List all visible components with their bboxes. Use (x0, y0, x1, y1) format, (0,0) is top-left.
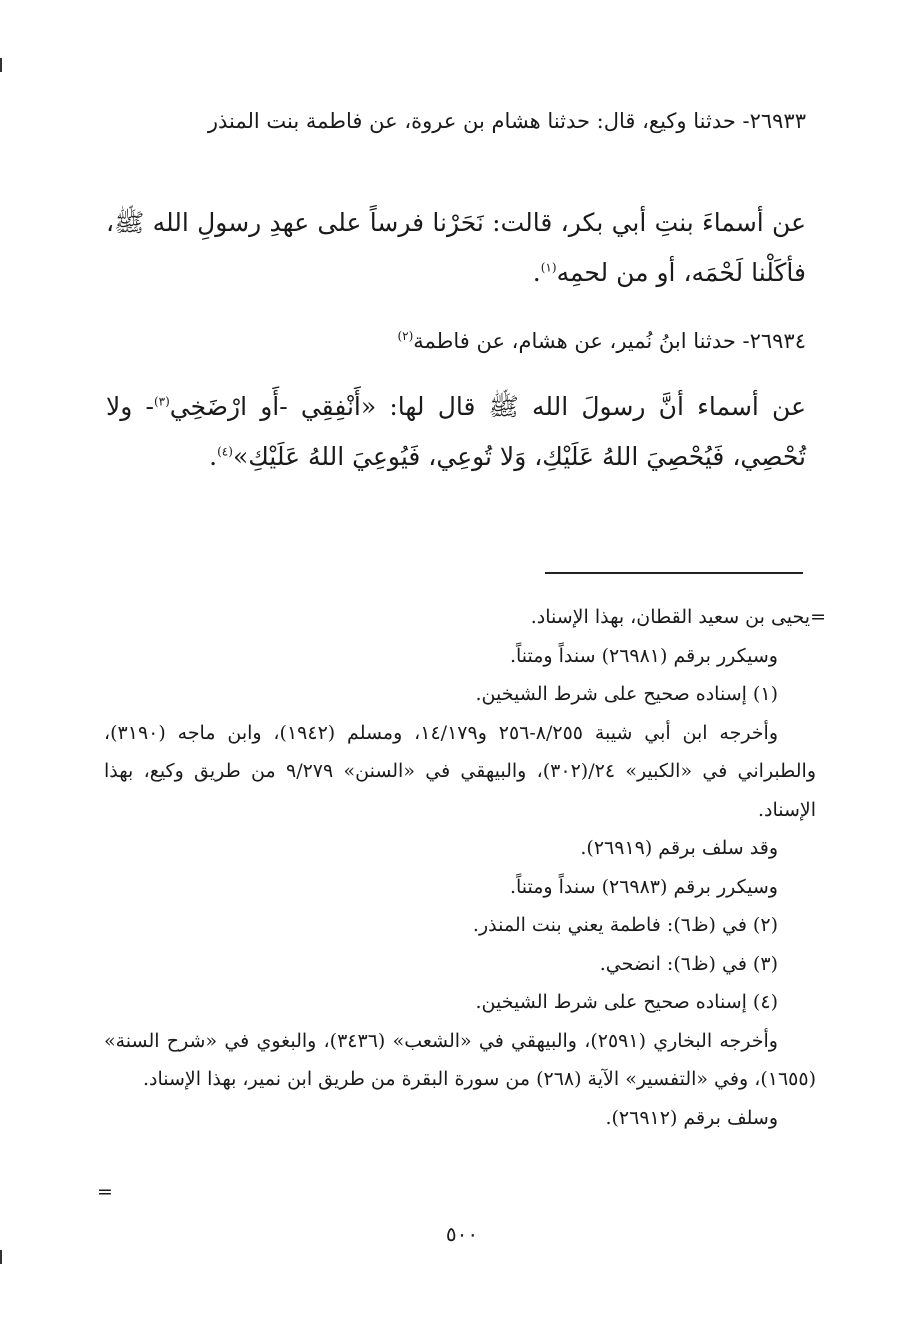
footnote-continuation-mark: = (97, 1181, 113, 1203)
hadith-26933-matn-text: عن أسماءَ بنتِ أبي بكر، قالت: نَحَرْنا فرساً على عهدِ رسولِ الله ﷺ، فأكَلْنا لَحْمَه، أو من لحمِه (106, 208, 806, 287)
footnote-line: وقد سلف برقم (٢٦٩١٩). (580, 837, 778, 859)
hadith-26933-isnad (106, 102, 806, 140)
hadith-26934-matn-part1: عن أسماء أنَّ رسولَ الله ﷺ قال لها: «أَنْفِقِي -أَو ارْضَخِي (169, 392, 806, 421)
footnote-3: (٣) في (ظ٦): انضحي. (599, 952, 778, 975)
footnote-line: وسلف برقم (٢٦٩١٢). (605, 1106, 778, 1129)
footnote-line: وأخرجه البخاري (٢٥٩١)، والبيهقي في «الشعب» (٣٤٣٦)، والبغوي في «شرح السنة» (١٦٥٥)، وفي «التفسير» الآية (٢٦٨) من سورة البقرة من طريق ابن نمير، بهذا الإسناد. (104, 1029, 816, 1090)
footnotes-section (104, 598, 826, 1137)
hadith-26934-isnad (106, 322, 806, 360)
hadith-26933-isnad-text: ٢٦٩٣٣- حدثنا وكيع، قال: حدثنا هشام بن عروة، عن فاطمة بنت المنذر (207, 109, 806, 133)
page-number: ٥٠٠ (445, 1222, 479, 1246)
footnote-ref-3: (٣) (153, 394, 170, 409)
footnote-2: (٢) في (ظ٦): فاطمة يعني بنت المنذر. (472, 914, 778, 936)
scan-edge-mark-top (0, 58, 2, 72)
footnote-1: (١) إسناده صحيح على شرط الشيخين. (475, 683, 778, 705)
hadith-26933-matn (106, 198, 806, 298)
hadith-26934-matn-part2: - ولا تُحْصِي، فَيُحْصِيَ اللهُ عَلَيْكِ، وَلا تُوعِي، فَيُوعِيَ اللهُ عَلَيْكِ» (106, 392, 806, 471)
footnote-ref-1: (١) (540, 260, 557, 275)
footnote-continuation-lead: =يحيى بن سعيد القطان، بهذا الإسناد. (530, 606, 826, 628)
footnote-line: وسيكرر برقم (٢٦٩٨٣) سنداً ومتناً. (509, 875, 778, 898)
footnote-ref-2: (٢) (397, 329, 414, 343)
footnote-ref-4: (٤) (217, 444, 233, 459)
scan-edge-mark-bottom (0, 1250, 2, 1264)
footnote-line: وسيكرر برقم (٢٦٩٨١) سنداً ومتناً. (509, 644, 778, 667)
footnote-separator (545, 572, 803, 574)
hadith-26933-end: . (532, 258, 541, 287)
footnote-4: (٤) إسناده صحيح على شرط الشيخين. (475, 991, 778, 1013)
hadith-26934-isnad-text: ٢٦٩٣٤- حدثنا ابنُ نُمير، عن هشام، عن فاطمة (413, 329, 806, 353)
hadith-26934-matn (106, 382, 806, 482)
footnote-line: وأخرجه ابن أبي شيبة ٨/٢٥٥-٢٥٦ و١٤/١٧٩، ومسلم (١٩٤٢)، وابن ماجه (٣١٩٠)، والطبراني في «الكبير» ٢٤/(٣٠٢)، والبيهقي في «السنن» ٩/٢٧٩ من طريق وكيع، بهذا الإسناد. (104, 721, 816, 821)
hadith-26934-end: . (209, 442, 218, 471)
